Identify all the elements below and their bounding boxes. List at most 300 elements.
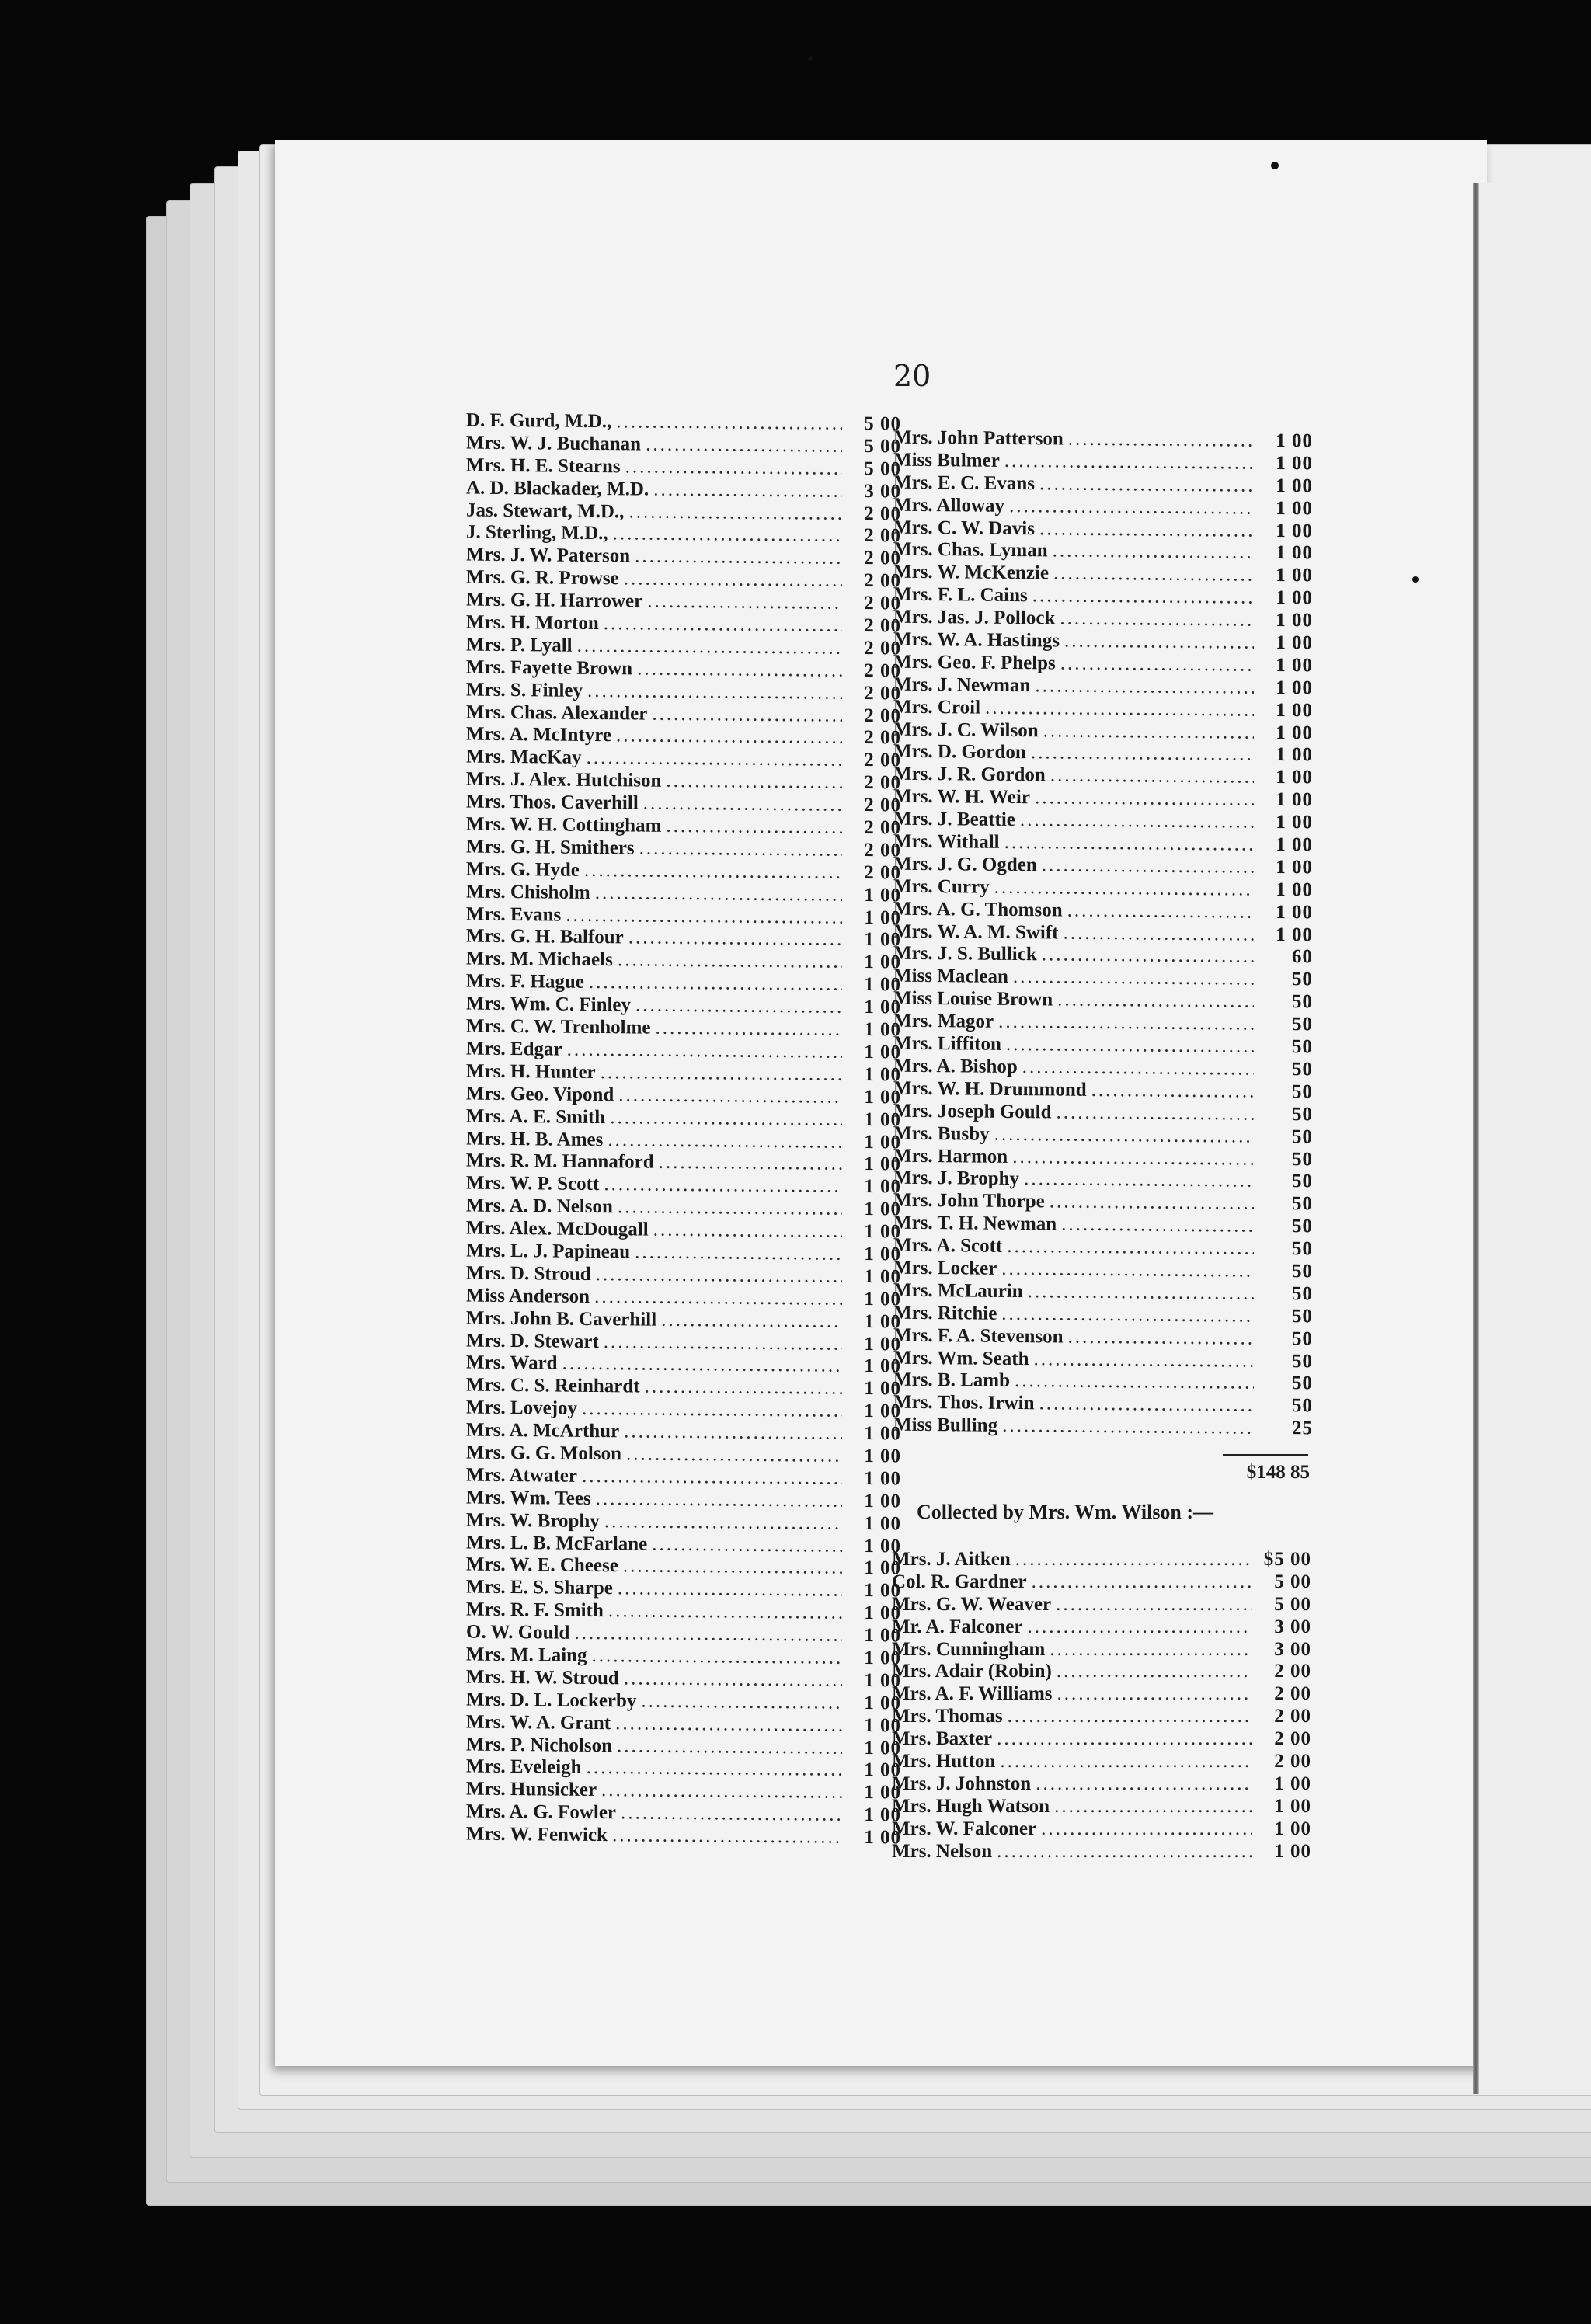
- donor-name: Mrs. S. Finley: [466, 679, 583, 701]
- dot-leader: [1028, 1281, 1254, 1305]
- dot-leader: [1035, 787, 1254, 810]
- dot-leader: [637, 658, 842, 681]
- donation-amount: 1 00: [864, 1467, 901, 1490]
- total-amount: $148 85: [1246, 1462, 1310, 1483]
- donation-amount: 1 00: [1276, 631, 1313, 654]
- donation-amount: 1 00: [1274, 1840, 1311, 1862]
- donation-amount: 1 00: [1276, 699, 1313, 722]
- donation-amount: 1 00: [864, 1759, 901, 1781]
- donor-name: Mrs. Chas. Lyman: [893, 539, 1048, 562]
- donation-amount: 2 00: [864, 861, 901, 884]
- donation-amount: 1 00: [864, 1041, 901, 1063]
- dot-leader: [1057, 1101, 1254, 1125]
- donor-name: Mrs. Ritchie: [893, 1302, 997, 1324]
- donor-name: J. Sterling, M.D.,: [466, 522, 608, 544]
- dot-leader: [643, 793, 842, 816]
- donor-name: Mrs. Wm. Seath: [893, 1347, 1029, 1369]
- donor-name: Mrs. G. Hyde: [466, 858, 580, 881]
- dot-leader: [1027, 1616, 1252, 1638]
- donor-name: Mrs. J. Beattie: [893, 808, 1015, 831]
- donor-row: [466, 858, 901, 885]
- donation-amount: 50: [1292, 969, 1313, 990]
- donation-amount: 1 00: [1276, 722, 1313, 743]
- donor-name: Mrs. Wm. Tees: [466, 1487, 591, 1509]
- dot-leader: [604, 1174, 842, 1198]
- donation-amount: 50: [1292, 1216, 1313, 1237]
- donor-row: [892, 1639, 1311, 1661]
- donor-row: [466, 1038, 901, 1064]
- donor-name: Mrs. W. A. Hastings: [893, 628, 1060, 652]
- donation-amount: 2 00: [864, 772, 901, 794]
- dot-leader: [994, 877, 1254, 901]
- donor-name: Mrs. Chisholm: [466, 881, 590, 903]
- dot-leader: [1022, 1056, 1254, 1080]
- donor-row: [892, 1818, 1311, 1841]
- donor-name: Mrs. M. Michaels: [466, 948, 613, 971]
- donor-row: [892, 1751, 1311, 1773]
- dot-leader: [998, 1011, 1254, 1035]
- donor-row: [893, 1235, 1313, 1261]
- donor-name: Mrs. G. W. Weaver: [892, 1593, 1052, 1615]
- donation-amount: 1 00: [1274, 1773, 1311, 1794]
- dot-leader: [1000, 1751, 1252, 1773]
- donation-amount: 50: [1292, 991, 1313, 1013]
- dot-leader: [1061, 1214, 1254, 1237]
- book-gutter: [1473, 183, 1479, 2094]
- donor-name: Mrs. D. L. Lockerby: [466, 1689, 637, 1712]
- donor-name: Mrs. Harmon: [893, 1145, 1008, 1167]
- dot-leader: [1039, 1393, 1254, 1417]
- donor-name: Mrs. Lovejoy: [466, 1397, 578, 1419]
- donor-row: [893, 875, 1313, 902]
- donor-name: Mrs. D. Gordon: [893, 741, 1026, 764]
- donor-row: [466, 1711, 901, 1738]
- dot-leader: [1001, 1303, 1254, 1327]
- dot-leader: [1039, 473, 1254, 496]
- donor-name: D. F. Gurd, M.D.,: [466, 409, 612, 433]
- dot-leader: [616, 725, 842, 750]
- donor-name: Mrs. G. R. Prowse: [466, 566, 619, 590]
- donation-amount: 1 00: [864, 1288, 901, 1310]
- donation-amount: 1 00: [1276, 430, 1313, 452]
- donation-amount: 1 00: [864, 906, 901, 929]
- donation-amount: 1 00: [864, 1827, 901, 1849]
- donor-name: Mrs. H. Morton: [466, 611, 599, 635]
- dot-leader: [1008, 1706, 1252, 1727]
- donor-row: [466, 634, 901, 660]
- dot-leader: [1001, 1258, 1254, 1282]
- donation-amount: 2 00: [864, 548, 901, 569]
- dot-leader: [624, 1421, 842, 1444]
- donor-name: Mrs. Curry: [893, 875, 990, 898]
- donor-row: [893, 1279, 1313, 1306]
- donor-row: [893, 450, 1313, 476]
- dot-leader: [635, 546, 842, 569]
- donor-row: [466, 454, 901, 481]
- dot-leader: [1020, 809, 1254, 833]
- donor-name: Mrs. C. W. Davis: [893, 517, 1035, 539]
- donor-row: [466, 612, 901, 638]
- donor-name: Mrs. L. J. Papineau: [466, 1240, 631, 1263]
- donor-name: Mrs. A. G. Thomson: [893, 898, 1063, 921]
- donor-row: [466, 1689, 901, 1715]
- dot-leader: [635, 1241, 842, 1265]
- donor-row: [892, 1728, 1311, 1751]
- dot-leader: [1031, 743, 1254, 767]
- donor-name: Mrs. J. Newman: [893, 673, 1031, 696]
- dot-leader: [1035, 675, 1254, 698]
- donation-amount: 1 00: [864, 1737, 901, 1759]
- donation-amount: 1 00: [1276, 475, 1313, 497]
- donor-row: [893, 809, 1313, 835]
- donor-name: Mrs. F. A. Stevenson: [893, 1324, 1064, 1348]
- donation-amount: 1 00: [864, 1782, 901, 1804]
- donor-name: Mrs. W. Falconer: [892, 1818, 1037, 1839]
- dot-leader: [652, 703, 842, 726]
- dot-leader: [616, 411, 842, 435]
- dot-leader: [641, 1690, 842, 1713]
- donation-amount: 1 00: [1276, 565, 1313, 586]
- donor-name: Mrs. B. Lamb: [893, 1369, 1010, 1392]
- donor-name: Mrs. Atwater: [466, 1464, 577, 1487]
- dot-leader: [618, 950, 842, 974]
- donation-amount: 3 00: [864, 480, 901, 503]
- donor-row: [893, 831, 1313, 858]
- dot-leader: [624, 1668, 842, 1691]
- dot-leader: [1009, 496, 1254, 520]
- donor-name: Mrs. M. Laing: [466, 1644, 587, 1666]
- donation-amount: 50: [1292, 1059, 1313, 1080]
- left-donor-list: [466, 409, 901, 1849]
- collected-heading: Collected by Mrs. Wm. Wilson :—: [917, 1501, 1214, 1523]
- donation-amount: 50: [1292, 1036, 1313, 1058]
- donor-row: [892, 1706, 1311, 1728]
- dot-leader: [613, 524, 842, 548]
- dot-leader: [1002, 1415, 1254, 1439]
- donation-amount: 1 00: [864, 1647, 901, 1669]
- dot-leader: [596, 1488, 842, 1512]
- donor-name: Mrs. P. Lyall: [466, 634, 573, 656]
- donation-amount: 5 00: [864, 413, 901, 435]
- donor-name: Mrs. W. E. Cheese: [466, 1553, 618, 1577]
- donation-amount: 1 00: [1276, 878, 1313, 901]
- total-rule: [1223, 1454, 1308, 1456]
- dot-leader: [1053, 563, 1254, 586]
- donation-amount: 1 00: [864, 1669, 901, 1692]
- donor-name: Mrs. W. H. Weir: [893, 785, 1030, 809]
- donation-amount: 50: [1292, 1372, 1313, 1394]
- dot-leader: [1004, 832, 1254, 856]
- donor-name: Mrs. J. W. Paterson: [466, 544, 631, 567]
- dot-leader: [595, 882, 842, 906]
- donation-amount: 1 00: [864, 1176, 901, 1198]
- donation-amount: 50: [1292, 1103, 1313, 1125]
- dot-leader: [582, 1398, 842, 1422]
- donor-name: Mrs. Geo. F. Phelps: [893, 651, 1056, 674]
- dot-leader: [1064, 922, 1255, 945]
- donation-amount: 50: [1292, 1193, 1313, 1215]
- donor-name: Mrs. Cunningham: [892, 1638, 1046, 1660]
- dot-leader: [985, 697, 1254, 721]
- dot-leader: [659, 1152, 842, 1175]
- dot-leader: [1032, 585, 1254, 608]
- donor-name: Mrs. J. C. Wilson: [893, 718, 1039, 741]
- donor-name: Mrs. A. G. Fowler: [466, 1800, 617, 1824]
- donor-name: Mrs. J. Alex. Hutchison: [466, 768, 662, 792]
- donor-name: Mrs. D. Stewart: [466, 1330, 599, 1352]
- dot-leader: [618, 1084, 842, 1108]
- donor-row: [466, 1105, 901, 1132]
- donation-amount: 50: [1292, 1305, 1313, 1327]
- donor-name: Mrs. F. Hague: [466, 970, 584, 993]
- donation-amount: 50: [1292, 1238, 1313, 1260]
- donor-row: [466, 1285, 901, 1311]
- dot-leader: [566, 904, 842, 928]
- dot-leader: [1012, 1146, 1254, 1170]
- donor-name: Mrs. C. S. Reinhardt: [466, 1374, 640, 1397]
- donor-row: [893, 1302, 1313, 1328]
- donor-name: Mrs. J. Johnston: [892, 1773, 1032, 1794]
- donor-name: Mrs. H. B. Ames: [466, 1128, 604, 1150]
- donor-name: A. D. Blackader, M.D.: [466, 477, 649, 500]
- donor-row: [466, 679, 901, 705]
- dot-leader: [666, 771, 842, 794]
- dot-leader: [1050, 1192, 1254, 1215]
- donation-amount: 1 00: [864, 997, 901, 1018]
- donor-row: [892, 1594, 1311, 1616]
- dot-leader: [1091, 1080, 1254, 1103]
- donor-name: Mrs. A. E. Smith: [466, 1105, 606, 1128]
- dot-leader: [1006, 1034, 1254, 1058]
- donor-row: [892, 1773, 1311, 1796]
- donation-amount: 1 00: [864, 1063, 901, 1086]
- donation-amount: 2 00: [864, 570, 901, 592]
- dot-leader: [574, 1623, 842, 1647]
- donor-name: Mrs. Eveleigh: [466, 1755, 582, 1779]
- donation-amount: 1 00: [864, 1625, 901, 1647]
- dot-leader: [608, 1129, 842, 1153]
- dot-leader: [1057, 990, 1254, 1013]
- donation-amount: 1 00: [864, 1243, 901, 1265]
- dot-leader: [592, 1645, 842, 1669]
- donation-amount: 50: [1292, 1395, 1313, 1417]
- donation-amount: 2 00: [864, 503, 901, 525]
- donor-name: Mrs. Busby: [893, 1122, 990, 1145]
- donor-row: [893, 1122, 1313, 1149]
- donor-name: Mrs. Adair (Robin): [892, 1661, 1052, 1682]
- donation-amount: 1 00: [864, 1355, 901, 1377]
- dot-leader: [608, 1600, 842, 1624]
- donor-row: [893, 1258, 1313, 1284]
- donor-row: [892, 1549, 1311, 1571]
- dot-leader: [1032, 1571, 1252, 1593]
- dot-leader: [997, 1728, 1252, 1750]
- donation-amount: 1 00: [1276, 610, 1313, 631]
- dot-leader: [567, 1039, 842, 1063]
- donor-row: [466, 1487, 901, 1513]
- donor-row: [466, 1307, 901, 1334]
- donor-name: Mrs. R. F. Smith: [466, 1599, 604, 1622]
- dot-leader: [639, 837, 842, 861]
- donation-amount: 1 00: [864, 929, 901, 951]
- donation-amount: 1 00: [1276, 833, 1313, 856]
- donor-name: Mrs. Chas. Alexander: [466, 701, 648, 725]
- dot-leader: [647, 591, 842, 614]
- donation-amount: 1 00: [1276, 924, 1313, 945]
- donor-row: [466, 1240, 901, 1267]
- dot-leader: [601, 1780, 842, 1804]
- donor-name: Miss Anderson: [466, 1285, 590, 1307]
- donation-amount: 2 00: [1274, 1661, 1311, 1682]
- dot-leader: [604, 613, 842, 637]
- donation-amount: 2 00: [864, 615, 901, 637]
- donation-amount: 2 00: [864, 659, 901, 682]
- dot-leader: [1036, 1773, 1252, 1795]
- donor-row: [893, 471, 1313, 498]
- dot-leader: [997, 1841, 1252, 1863]
- donation-amount: $5 00: [1263, 1549, 1311, 1570]
- donor-row: [466, 1464, 901, 1491]
- donor-name: Mrs. Geo. Vipond: [466, 1083, 614, 1105]
- donation-amount: 1 00: [864, 1199, 901, 1220]
- donation-amount: 1 00: [1276, 497, 1313, 520]
- donor-name: Mrs. Thos. Irwin: [893, 1391, 1035, 1414]
- donor-name: Miss Maclean: [893, 965, 1008, 988]
- donation-amount: 2 00: [864, 593, 901, 614]
- dot-leader: [1054, 1796, 1252, 1818]
- donor-name: Mrs. H. Hunter: [466, 1060, 596, 1083]
- page-number: 20: [893, 359, 931, 393]
- dot-leader: [1015, 1549, 1252, 1571]
- donor-name: Mrs. W. Fenwick: [466, 1823, 608, 1846]
- donor-name: Mrs. Edgar: [466, 1038, 562, 1060]
- donor-name: Mrs. Liffiton: [893, 1032, 1001, 1055]
- dot-leader: [635, 995, 842, 1018]
- donation-amount: 50: [1292, 1171, 1313, 1192]
- donation-amount: 2 00: [1274, 1706, 1311, 1727]
- donor-row: [466, 1644, 901, 1671]
- donor-row: [892, 1841, 1311, 1863]
- donation-amount: 1 00: [1276, 654, 1313, 677]
- donation-amount: 3 00: [1274, 1638, 1311, 1660]
- dot-leader: [582, 1466, 842, 1490]
- dot-leader: [1039, 518, 1254, 541]
- donation-amount: 1 00: [864, 1512, 901, 1535]
- dot-leader: [604, 1511, 842, 1535]
- dot-leader: [562, 1353, 842, 1377]
- donation-amount: 1 00: [1276, 520, 1313, 541]
- dot-leader: [623, 1556, 842, 1579]
- donor-name: Mrs. J. S. Bullick: [893, 943, 1037, 965]
- donor-name: Mrs. W. Brophy: [466, 1509, 600, 1532]
- dot-leader: [587, 1757, 842, 1781]
- dust-speck: [1412, 576, 1419, 583]
- donor-row: [466, 1262, 901, 1289]
- donation-amount: 1 00: [864, 1153, 901, 1175]
- dot-leader: [1042, 945, 1254, 968]
- donor-name: Mrs. W. P. Scott: [466, 1172, 600, 1195]
- donor-name: Col. R. Gardner: [892, 1571, 1027, 1592]
- donation-amount: 1 00: [1276, 744, 1313, 766]
- donor-name: Mrs. Nelson: [892, 1840, 993, 1862]
- donation-amount: 1 00: [864, 1333, 901, 1355]
- dot-leader: [604, 1331, 842, 1355]
- donor-name: Mrs. A. McIntyre: [466, 724, 611, 746]
- dot-leader: [617, 1735, 842, 1759]
- donor-row: [893, 629, 1313, 656]
- donation-amount: 1 00: [1276, 812, 1313, 833]
- dot-leader: [587, 747, 842, 771]
- donation-amount: 1 00: [864, 1804, 901, 1826]
- donation-amount: 1 00: [864, 1131, 901, 1153]
- donation-amount: 1 00: [864, 1602, 901, 1624]
- dot-leader: [1050, 765, 1254, 788]
- donation-amount: 1 00: [864, 1378, 901, 1400]
- donor-row: [893, 673, 1313, 700]
- donor-name: Mrs. Thomas: [892, 1706, 1003, 1727]
- donor-row: [466, 1060, 901, 1087]
- donation-amount: 1 00: [864, 1557, 901, 1579]
- donor-name: Mrs. Baxter: [892, 1728, 993, 1750]
- donor-row: [466, 1824, 901, 1850]
- donor-name: Mrs. H. E. Stearns: [466, 454, 621, 478]
- donor-name: Mrs. D. Stroud: [466, 1262, 591, 1285]
- donation-amount: 50: [1292, 1327, 1313, 1349]
- dust-speck: [808, 56, 813, 61]
- dot-leader: [596, 1264, 842, 1288]
- dot-leader: [587, 680, 842, 705]
- donor-name: Mrs. C. W. Trenholme: [466, 1015, 651, 1038]
- donor-name: Mrs. W. J. Buchanan: [466, 432, 642, 455]
- donation-amount: 1 00: [864, 1108, 901, 1131]
- donation-amount: 5 00: [1274, 1593, 1311, 1615]
- donor-row: [893, 1100, 1313, 1126]
- donor-name: Mrs. J. Aitken: [892, 1549, 1011, 1570]
- donation-amount: 1 00: [864, 1580, 901, 1602]
- donation-amount: 50: [1292, 1080, 1313, 1103]
- donation-amount: 5 00: [1274, 1571, 1311, 1592]
- donor-name: Mrs. Hutton: [892, 1751, 996, 1773]
- donation-amount: 50: [1292, 1125, 1313, 1147]
- dot-leader: [610, 1107, 842, 1131]
- donor-name: Mrs. Croil: [893, 696, 981, 718]
- donation-amount: 2 00: [864, 682, 901, 705]
- donation-amount: 1 00: [864, 1400, 901, 1422]
- dot-leader: [646, 433, 842, 457]
- donor-name: Mrs. Locker: [893, 1257, 997, 1279]
- donor-row: [466, 836, 901, 862]
- donor-name: Mrs. A. Bishop: [893, 1055, 1018, 1077]
- donor-row: [466, 432, 901, 458]
- donor-name: Mrs. John Patterson: [893, 426, 1064, 450]
- donor-name: Mrs. L. B. McFarlane: [466, 1532, 648, 1555]
- donation-amount: 50: [1292, 1282, 1313, 1305]
- donation-amount: 1 00: [864, 1086, 901, 1108]
- donor-name: Mrs. Magor: [893, 1010, 994, 1032]
- dot-leader: [584, 860, 842, 884]
- donor-name: Mrs. Jas. J. Pollock: [893, 606, 1056, 629]
- donor-name: Mrs. F. L. Cains: [893, 583, 1028, 607]
- donor-name: Mrs. Hunsicker: [466, 1778, 597, 1801]
- dot-leader: [618, 1196, 842, 1220]
- donation-amount: 1 00: [864, 1310, 901, 1333]
- dot-leader: [1056, 1594, 1252, 1616]
- donation-amount: 1 00: [864, 952, 901, 973]
- dot-leader: [625, 456, 842, 479]
- donor-name: Mrs. A. F. Williams: [892, 1683, 1053, 1705]
- donor-name: Mrs. Withall: [893, 830, 1000, 853]
- donation-amount: 1 00: [864, 1221, 901, 1243]
